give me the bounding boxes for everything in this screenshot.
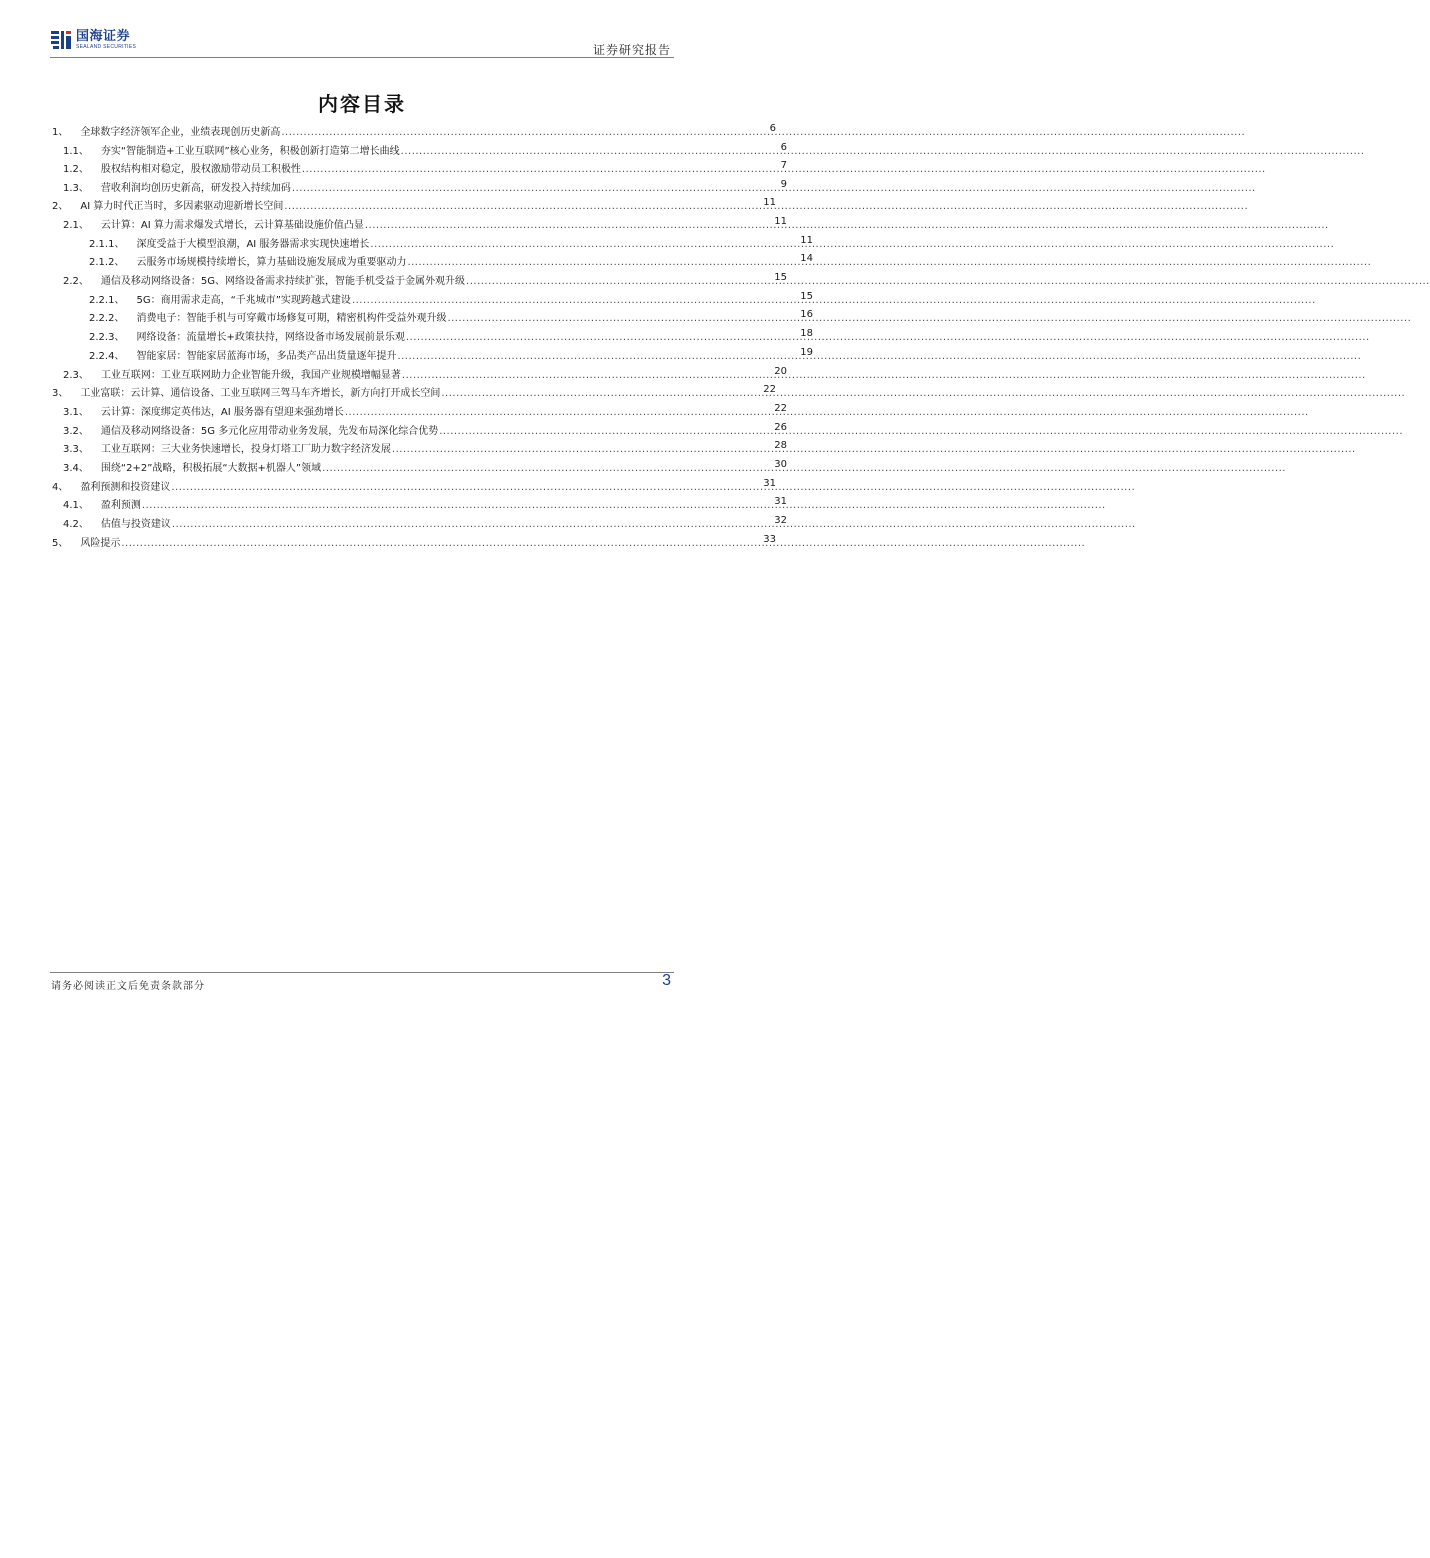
toc-entry-title: 盈利预测 <box>100 500 141 511</box>
logo-english-name: SEALAND SECURITIES <box>76 44 137 50</box>
toc-entry-number: 2.2.4、 <box>89 351 125 362</box>
logo-chinese-name: 国海证券 <box>76 29 131 44</box>
toc-entry-number: 2.1、 <box>63 220 89 231</box>
toc-entry-title: 消费电子：智能手机与可穿戴市场修复可期，精密机构件受益外观升级 <box>136 313 447 324</box>
toc-entry-title: 股权结构相对稳定，股权激励带动员工积极性 <box>100 164 301 175</box>
toc-entry-title: 围绕“2+2”战略，积极拓展“大数据+机器人”领域 <box>100 463 322 474</box>
toc-entry-page: 19 <box>800 347 813 358</box>
toc-entry-title: 智能家居：智能家居蓝海市场，多品类产品出货量逐年提升 <box>136 351 397 362</box>
toc-entry-number: 4、 <box>52 482 69 493</box>
toc-entry-title: 估值与投资建议 <box>100 519 171 530</box>
toc-entry-page: 14 <box>800 253 813 264</box>
toc-entry-title: 营收利润均创历史新高，研发投入持续加码 <box>100 183 291 194</box>
toc-entry-page: 32 <box>774 515 787 526</box>
toc-entry-title: 网络设备：流量增长+政策扶持，网络设备市场发展前景乐观 <box>136 332 405 343</box>
toc-entry-number: 2.1.2、 <box>89 257 125 268</box>
toc-entry-page: 15 <box>800 291 813 302</box>
toc-entry-page: 20 <box>774 366 787 377</box>
toc-entry-page: 16 <box>800 309 813 320</box>
toc-entry-title: 全球数字经济领军企业，业绩表现创历史新高 <box>80 127 281 138</box>
toc-entry-title: 夯实“智能制造+工业互联网”核心业务，积极创新打造第二增长曲线 <box>100 146 400 157</box>
toc-entry[interactable] <box>89 347 813 362</box>
toc-entry[interactable] <box>63 496 787 511</box>
document-type-label: 证券研究报告 <box>592 43 671 57</box>
toc-entry-page: 33 <box>763 534 776 545</box>
toc-entry[interactable] <box>63 422 787 437</box>
toc-entry-number: 1.2、 <box>63 164 89 175</box>
toc-entry-page: 22 <box>774 403 787 414</box>
toc-entry-number: 3.3、 <box>63 444 89 455</box>
toc-entry[interactable] <box>89 309 813 324</box>
toc-entry-number: 3.4、 <box>63 463 89 474</box>
toc-entry-title: 深度受益于大模型浪潮，AI 服务器需求实现快速增长 <box>136 239 370 250</box>
toc-entry-number: 2.2、 <box>63 276 89 287</box>
toc-entry-page: 18 <box>800 328 813 339</box>
toc-entry[interactable] <box>63 459 787 474</box>
toc-entry[interactable] <box>52 534 776 549</box>
toc-entry-title: 工业互联网：三大业务快速增长，投身灯塔工厂助力数字经济发展 <box>100 444 391 455</box>
toc-entry-number: 4.1、 <box>63 500 89 511</box>
toc-entry[interactable] <box>63 179 787 194</box>
toc-entry[interactable] <box>63 142 787 157</box>
toc-entry[interactable] <box>63 403 787 418</box>
toc-entry-number: 2.2.1、 <box>89 295 125 306</box>
toc-entry[interactable] <box>52 197 776 212</box>
toc-title: 内容目录 <box>318 92 406 116</box>
toc-entry-title: 5G：商用需求走高，“千兆城市”实现跨越式建设 <box>136 295 351 306</box>
company-logo <box>50 28 136 52</box>
toc-entry-page: 22 <box>763 384 776 395</box>
footer-divider <box>50 972 674 973</box>
header-divider <box>50 57 674 58</box>
toc-entry[interactable] <box>63 160 787 175</box>
toc-entry-title: 云计算：深度绑定英伟达，AI 服务器有望迎来强劲增长 <box>100 407 344 418</box>
toc-entry-page: 28 <box>774 440 787 451</box>
toc-entry[interactable] <box>52 384 776 399</box>
toc-entry-title: 工业互联网：工业互联网助力企业智能升级，我国产业规模增幅显著 <box>100 370 401 381</box>
toc-entry[interactable] <box>63 366 787 381</box>
toc-entry-page: 11 <box>763 197 776 208</box>
page-header <box>0 0 724 60</box>
toc-entry[interactable] <box>63 272 787 287</box>
toc-entry-page: 7 <box>780 160 787 171</box>
toc-entry[interactable] <box>63 216 787 231</box>
toc-entry-number: 4.2、 <box>63 519 89 530</box>
toc-entry-page: 9 <box>780 179 787 190</box>
toc-entry-page: 15 <box>774 272 787 283</box>
toc-entry-number: 2.1.1、 <box>89 239 125 250</box>
toc-entry-number: 1、 <box>52 127 69 138</box>
toc-entry-title: 云服务市场规模持续增长，算力基础设施发展成为重要驱动力 <box>136 257 407 268</box>
report-page <box>0 0 813 1024</box>
toc-entry[interactable] <box>63 515 787 530</box>
toc-entry-number: 2.2.2、 <box>89 313 125 324</box>
toc-entry-page: 31 <box>774 496 787 507</box>
toc-entry-page: 11 <box>774 216 787 227</box>
toc-entry-page: 6 <box>780 142 787 153</box>
page-number: 3 <box>662 972 671 989</box>
toc-entry-number: 2.3、 <box>63 370 89 381</box>
toc-entry-number: 3.2、 <box>63 426 89 437</box>
toc-entry-page: 30 <box>774 459 787 470</box>
toc-entry[interactable] <box>89 235 813 250</box>
toc-entry-number: 2、 <box>52 201 69 212</box>
toc-entry-title: AI 算力时代正当时，多因素驱动迎新增长空间 <box>80 201 284 212</box>
toc-entry-page: 11 <box>800 235 813 246</box>
sealand-logo-icon <box>50 29 72 51</box>
toc-entry-number: 1.3、 <box>63 183 89 194</box>
toc-entry-number: 2.2.3、 <box>89 332 125 343</box>
toc-entry-title: 风险提示 <box>80 538 121 549</box>
toc-entry-number: 1.1、 <box>63 146 89 157</box>
toc-entry[interactable] <box>52 123 776 138</box>
toc-entry-number: 3.1、 <box>63 407 89 418</box>
toc-entry[interactable] <box>89 291 813 306</box>
footer-disclaimer: 请务必阅读正文后免责条款部分 <box>51 981 205 992</box>
toc-entry-title: 云计算：AI 算力需求爆发式增长，云计算基础设施价值凸显 <box>100 220 364 231</box>
toc-entry[interactable] <box>63 440 787 455</box>
toc-entry-page: 26 <box>774 422 787 433</box>
toc-entry-title: 通信及移动网络设备：5G、网络设备需求持续扩张，智能手机受益于金属外观升级 <box>100 276 466 287</box>
toc-entry-page: 31 <box>763 478 776 489</box>
toc-entry[interactable] <box>52 478 776 493</box>
toc-entry-number: 3、 <box>52 388 69 399</box>
toc-entry-title: 工业富联：云计算、通信设备、工业互联网三驾马车齐增长，新方向打开成长空间 <box>80 388 441 399</box>
toc-entry[interactable] <box>89 328 813 343</box>
toc-entry-number: 5、 <box>52 538 69 549</box>
toc-entry-page: 6 <box>769 123 776 134</box>
toc-entry[interactable] <box>89 253 813 268</box>
toc-entry-title: 通信及移动网络设备：5G 多元化应用带动业务发展，先发布局深化综合优势 <box>100 426 439 437</box>
toc-entry-title: 盈利预测和投资建议 <box>80 482 171 493</box>
